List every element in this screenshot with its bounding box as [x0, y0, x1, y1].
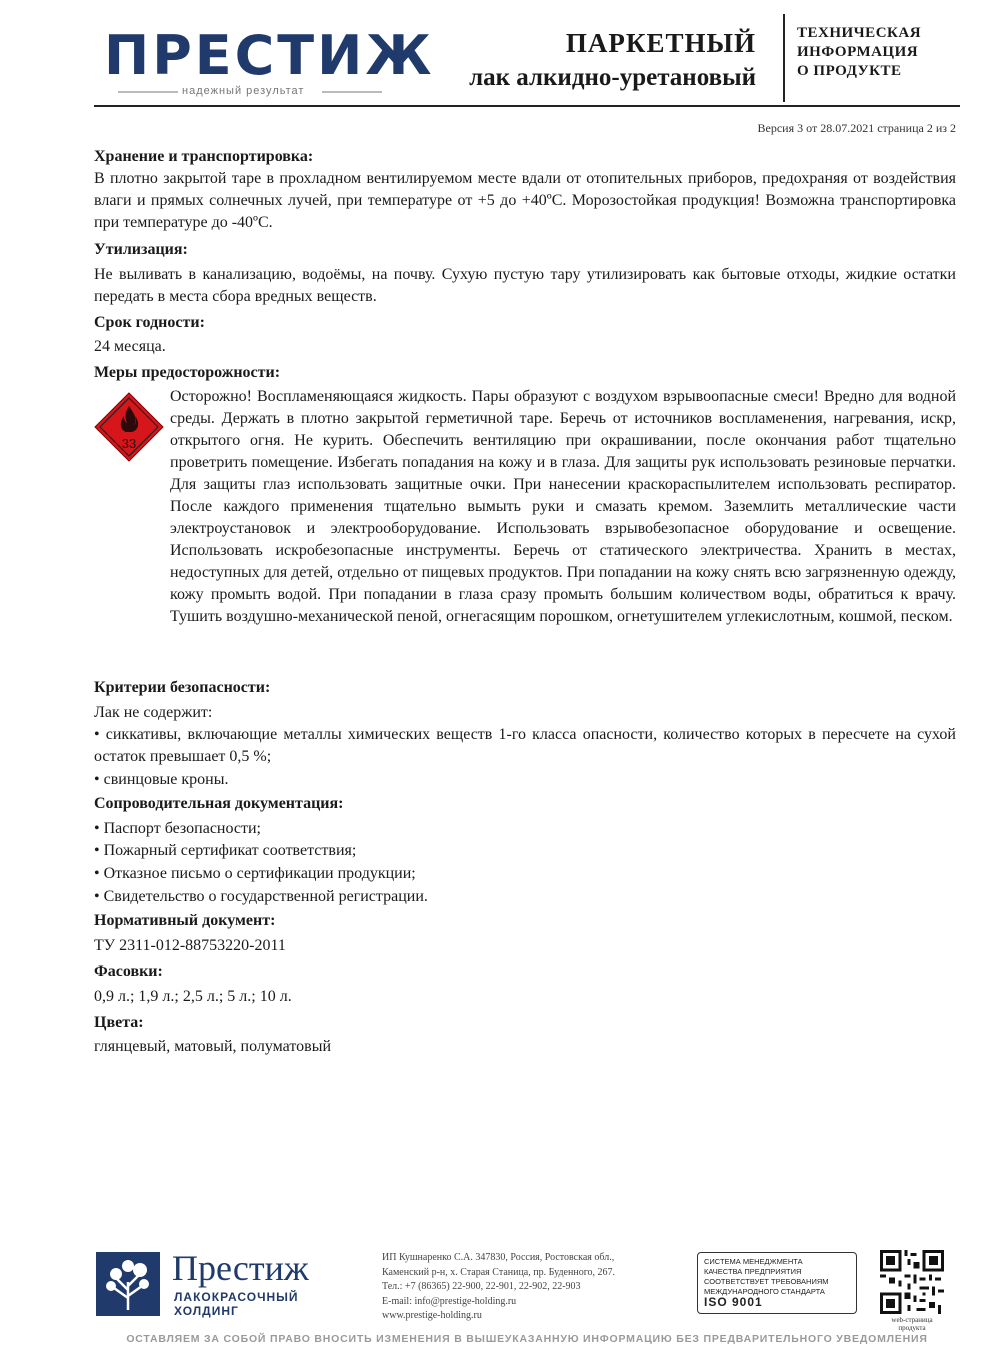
footer-brand-subtitle	[174, 1290, 299, 1318]
header-divider	[94, 105, 960, 107]
section-text-precautions: Осторожно! Воспламеняющаяся жидкость. Пары образуют с воздухом взрывоопасные смеси! Вредно для водной среды. Держать в плотно закрытой герметичной таре. Беречь от источников воспламенения, нагревания, искр, открытого огня. Не курить. Обеспечить вентиляцию при окрашивании, после окончания работ тщательно проветрить помещение. Избегать попадания на кожу и в глаза. Для защиты рук использовать резиновые перчатки. Для защиты глаз использовать защитные очки. При нанесении краскораспылителем использовать респиратор. После каждого применения тщательно вымыть руки и смазать кремом. Заземлить металлические части электроустановок и электрооборудование. Использовать взрывобезопасное оборудование и освещение. Использовать искробезопасные инструменты. Беречь от статического электричества. Хранить в местах, недоступных для детей, отдельно от пищевых продуктов. При попадании на кожу снять всю загрязненную одежду, кожу промыть водой. При попадании в глаза сразу промыть большим количеством воды, обратиться к врачу. Тушить воздушно-механической пеной, огнегасящим порошком, огнетушителем углекислотным, кошмой, песком.	[170, 388, 956, 625]
iso-certification-badge	[697, 1252, 857, 1314]
iso-line: КАЧЕСТВА ПРЕДПРИЯТИЯ	[704, 1267, 802, 1276]
section-heading-precautions: Меры предосторожности:	[94, 364, 281, 381]
doc-type-line: О ПРОДУКТЕ	[797, 63, 902, 79]
hazard-code: 33	[121, 436, 137, 451]
qr-caption-line: web-страница	[891, 1316, 933, 1324]
safety-item: • сиккативы, включающие металлы химических веществ 1-го класса опасности, количество которых в пересчете на сухой остаток превышает 0,5 %;	[94, 726, 956, 765]
footer-subtitle-line: ЛАКОКРАСОЧНЫЙ	[174, 1290, 299, 1304]
contact-email[interactable]: E-mail: info@prestige-holding.ru	[382, 1295, 517, 1307]
qr-caption-line: продукта	[898, 1324, 926, 1332]
docs-list-item: • Пожарный сертификат соответствия;	[94, 842, 357, 859]
section-heading-disposal: Утилизация:	[94, 241, 188, 258]
safety-intro: Лак не содержит:	[94, 704, 213, 721]
qr-caption	[880, 1316, 944, 1332]
docs-list-item: • Свидетельство о государственной регистрации.	[94, 888, 428, 905]
iso-standard: ISO 9001	[704, 1295, 763, 1309]
section-heading-storage: Хранение и транспортировка:	[94, 148, 314, 165]
section-text-normative: ТУ 2311-012-88753220-2011	[94, 937, 286, 954]
footer-brand-name: Престиж	[172, 1248, 309, 1288]
header-vertical-divider	[783, 14, 785, 102]
docs-list-item: • Отказное письмо о сертификации продукции;	[94, 865, 416, 882]
product-name: лак алкидно-уретановый	[469, 64, 756, 91]
qr-code-icon[interactable]	[880, 1250, 944, 1314]
section-heading-shelf-life: Срок годности:	[94, 314, 205, 331]
contact-line: ИП Кушнаренко С.А. 347830, Россия, Ростовская обл.,	[382, 1252, 615, 1263]
section-heading-colors: Цвета:	[94, 1014, 144, 1031]
doc-type-line: ТЕХНИЧЕСКАЯ	[797, 25, 922, 41]
iso-line: СООТВЕТСТВУЕТ ТРЕБОВАНИЯМ	[704, 1277, 829, 1286]
iso-line: СИСТЕМА МЕНЕДЖМЕНТА	[704, 1257, 803, 1266]
section-text-colors: глянцевый, матовый, полуматовый	[94, 1038, 332, 1055]
version-info: Версия 3 от 28.07.2021 страница 2 из 2	[757, 121, 956, 135]
company-logo: ПРЕСТИЖ	[104, 24, 435, 87]
section-text-packaging: 0,9 л.; 1,9 л.; 2,5 л.; 5 л.; 10 л.	[94, 988, 292, 1005]
doc-type-line: ИНФОРМАЦИЯ	[797, 44, 919, 60]
section-heading-packaging: Фасовки:	[94, 963, 163, 980]
product-type: ПАРКЕТНЫЙ	[565, 28, 756, 58]
document-type-label	[797, 24, 921, 81]
section-text-shelf-life: 24 месяца.	[94, 338, 166, 355]
contact-line: Тел.: +7 (86365) 22-900, 22-901, 22-902, 22-903	[382, 1281, 581, 1292]
safety-item: • свинцовые кроны.	[94, 771, 229, 788]
docs-list-item: • Паспорт безопасности;	[94, 820, 261, 837]
logo-divider	[118, 91, 178, 93]
footer-disclaimer: ОСТАВЛЯЕМ ЗА СОБОЙ ПРАВО ВНОСИТЬ ИЗМЕНЕНИЯ В ВЫШЕУКАЗАННУЮ ИНФОРМАЦИЮ БЕЗ ПРЕДВАРИТЕЛЬНОГО УВЕДОМЛЕНИЯ	[126, 1333, 928, 1345]
section-heading-safety: Критерии безопасности:	[94, 679, 271, 696]
logo-tagline: надежный результат	[182, 85, 305, 97]
flammable-hazard-icon	[94, 392, 164, 462]
section-text-storage: В плотно закрытой таре в прохладном вентилируемом месте вдали от отопительных приборов, предохраняя от воздействия влаги и прямых солнечных лучей, при температуре от +5 до +40ºС. Морозостойкая продукция! Возможна транспортировка при температуре до -40ºС.	[94, 170, 956, 231]
section-heading-normative: Нормативный документ:	[94, 912, 276, 929]
footer-subtitle-line: ХОЛДИНГ	[174, 1304, 239, 1318]
tree-logo-icon	[96, 1252, 160, 1316]
section-text-disposal: Не выливать в канализацию, водоёмы, на почву. Сухую пустую тару утилизировать как бытовые отходы, жидкие остатки передать в места сбора вредных веществ.	[94, 266, 956, 305]
contact-line: Каменский р-н, х. Старая Станица, пр. Буденного, 267.	[382, 1266, 616, 1278]
logo-divider	[322, 91, 382, 93]
iso-line: МЕЖДУНАРОДНОГО СТАНДАРТА	[704, 1287, 825, 1296]
section-heading-docs: Сопроводительная документация:	[94, 795, 344, 812]
footer-contacts	[382, 1251, 615, 1324]
contact-website[interactable]: www.prestige-holding.ru	[382, 1310, 482, 1321]
